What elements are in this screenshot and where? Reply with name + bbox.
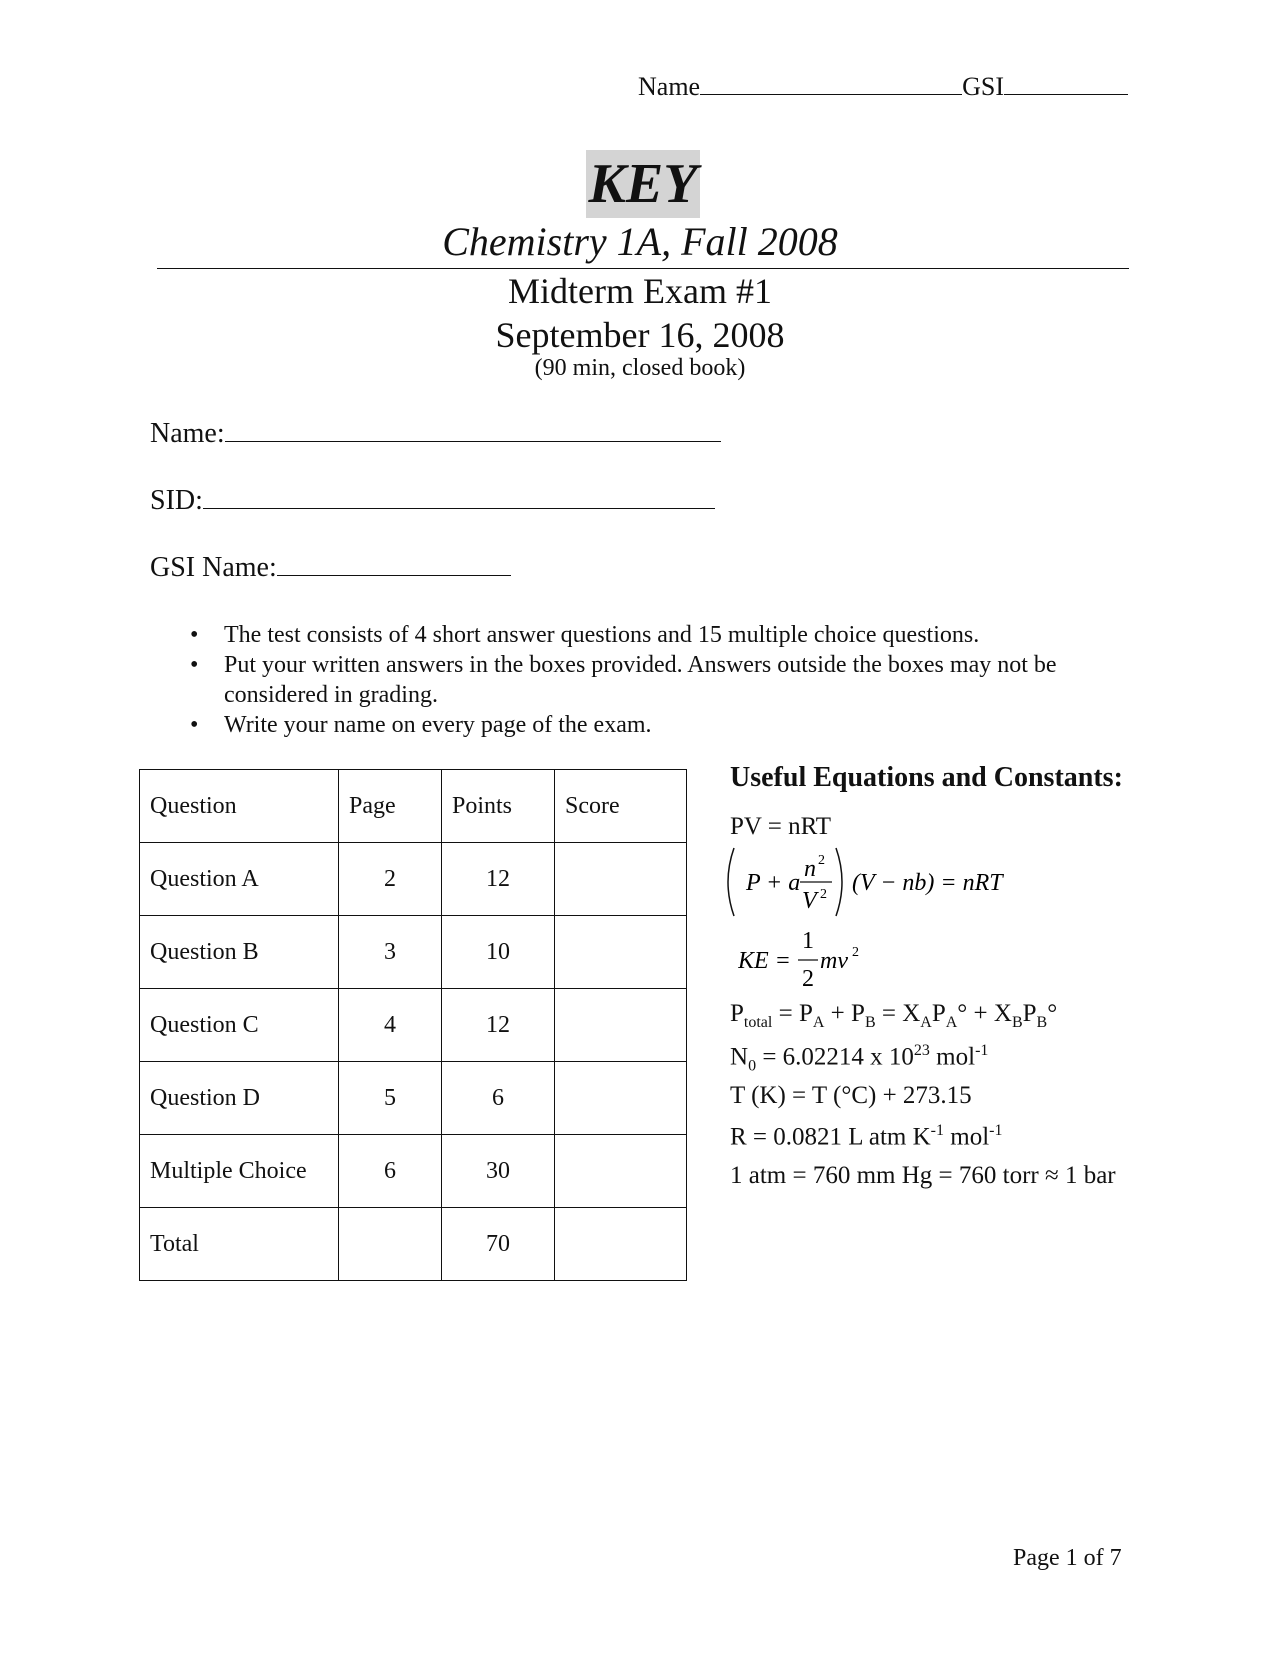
header-question: Question <box>140 770 339 843</box>
row-points: 10 <box>442 916 555 989</box>
exam-date: September 16, 2008 <box>495 315 785 355</box>
temperature-conversion: T (K) = T (°C) + 273.15 <box>730 1082 972 1109</box>
row-score-cell[interactable] <box>555 1062 687 1135</box>
course-title: Chemistry 1A, Fall 2008 <box>442 219 838 264</box>
sid-blank[interactable] <box>203 490 715 509</box>
header-name-gsi-line <box>638 72 1128 102</box>
row-score-cell[interactable] <box>555 843 687 916</box>
row-page: 4 <box>339 989 442 1062</box>
row-points: 6 <box>442 1062 555 1135</box>
row-score-cell[interactable] <box>555 989 687 1062</box>
exam-duration: (90 min, closed book) <box>534 355 746 381</box>
pressure-conversion: 1 atm = 760 mm Hg = 760 torr ≈ 1 bar <box>730 1162 1116 1189</box>
sid-label: SID: <box>150 485 203 516</box>
right-paren <box>836 848 842 916</box>
row-page: 2 <box>339 843 442 916</box>
row-page: 3 <box>339 916 442 989</box>
row-page <box>339 1208 442 1281</box>
instruction-item: • The test consists of 4 short answer questions and 15 multiple choice questions. <box>190 622 980 648</box>
row-question: Multiple Choice <box>140 1135 339 1208</box>
instruction-item: • Put your written answers in the boxes provided. Answers outside the boxes may not be considered in grading. <box>190 652 1057 708</box>
page-number: Page 1 of 7 <box>1013 1545 1122 1571</box>
ke-lhs: KE = <box>738 948 791 974</box>
gsi-name-field <box>150 552 511 584</box>
vdw-plus-a: + a <box>766 870 801 896</box>
row-page: 6 <box>339 1135 442 1208</box>
ke-rhs: mv <box>820 948 848 974</box>
student-name-field <box>150 418 721 450</box>
row-question: Question C <box>140 989 339 1062</box>
header-gsi-blank[interactable] <box>1004 76 1128 95</box>
row-question: Total <box>140 1208 339 1281</box>
van-der-waals-equation <box>720 842 1010 922</box>
bullet-icon: • <box>190 712 199 738</box>
row-score-cell[interactable] <box>555 1208 687 1281</box>
table-row <box>140 1208 687 1281</box>
header-score: Score <box>555 770 687 843</box>
vdw-v-exp: 2 <box>820 887 827 902</box>
gsi-name-blank[interactable] <box>277 557 511 576</box>
bullet-icon: • <box>190 622 199 648</box>
row-page: 5 <box>339 1062 442 1135</box>
exam-title: Midterm Exam #1 <box>508 271 772 311</box>
instruction-item: • Write your name on every page of the exam. <box>190 712 652 738</box>
table-row <box>140 989 687 1062</box>
row-points: 12 <box>442 843 555 916</box>
table-row <box>140 1062 687 1135</box>
header-points: Points <box>442 770 555 843</box>
ke-num: 1 <box>802 928 814 954</box>
row-question: Question D <box>140 1062 339 1135</box>
table-row <box>140 843 687 916</box>
row-score-cell[interactable] <box>555 916 687 989</box>
student-name-label: Name: <box>150 418 225 449</box>
score-table <box>139 769 687 1281</box>
left-paren <box>728 848 734 916</box>
partial-pressure-equation: $P_{total} = P_A + P_B = X_AP_A^\circ + X_BP_B^\circ$ <box>730 1000 1058 1031</box>
ideal-gas-equation: PV = nRT <box>730 813 832 840</box>
kinetic-energy-equation <box>738 922 878 998</box>
vdw-p: P <box>746 870 761 896</box>
gas-constant: R = 0.0821 L atm $K^{-1}$ mol$^{-1}$ <box>730 1122 1003 1151</box>
row-question: Question A <box>140 843 339 916</box>
header-page: Page <box>339 770 442 843</box>
row-points: 12 <box>442 989 555 1062</box>
row-score-cell[interactable] <box>555 1135 687 1208</box>
table-row <box>140 1135 687 1208</box>
vdw-v: V <box>802 888 817 914</box>
key-stamp: KEY <box>586 150 700 218</box>
row-question: Question B <box>140 916 339 989</box>
ke-exp: 2 <box>852 945 859 960</box>
header-name-blank[interactable] <box>700 76 962 95</box>
ke-den: 2 <box>802 966 814 992</box>
header-gsi-label: GSI <box>962 72 1004 101</box>
sid-field <box>150 485 715 517</box>
vdw-rest: (V − nb) = nRT <box>852 870 1003 896</box>
bullet-icon: • <box>190 652 199 678</box>
table-header-row <box>140 770 687 843</box>
gsi-name-label: GSI Name: <box>150 552 277 583</box>
instructions-list <box>190 620 1120 740</box>
vdw-n: n <box>804 856 816 882</box>
row-points: 30 <box>442 1135 555 1208</box>
vdw-n-exp: 2 <box>818 853 825 868</box>
row-points: 70 <box>442 1208 555 1281</box>
table-row <box>140 916 687 989</box>
avogadro-constant: $N_0 = 6.02214$ x $10^{23}$ mol$^{-1}$ <box>730 1042 989 1075</box>
student-name-blank[interactable] <box>225 423 721 442</box>
title-divider <box>157 268 1129 269</box>
equations-heading: Useful Equations and Constants: <box>730 762 1123 793</box>
header-name-label: Name <box>638 72 701 101</box>
